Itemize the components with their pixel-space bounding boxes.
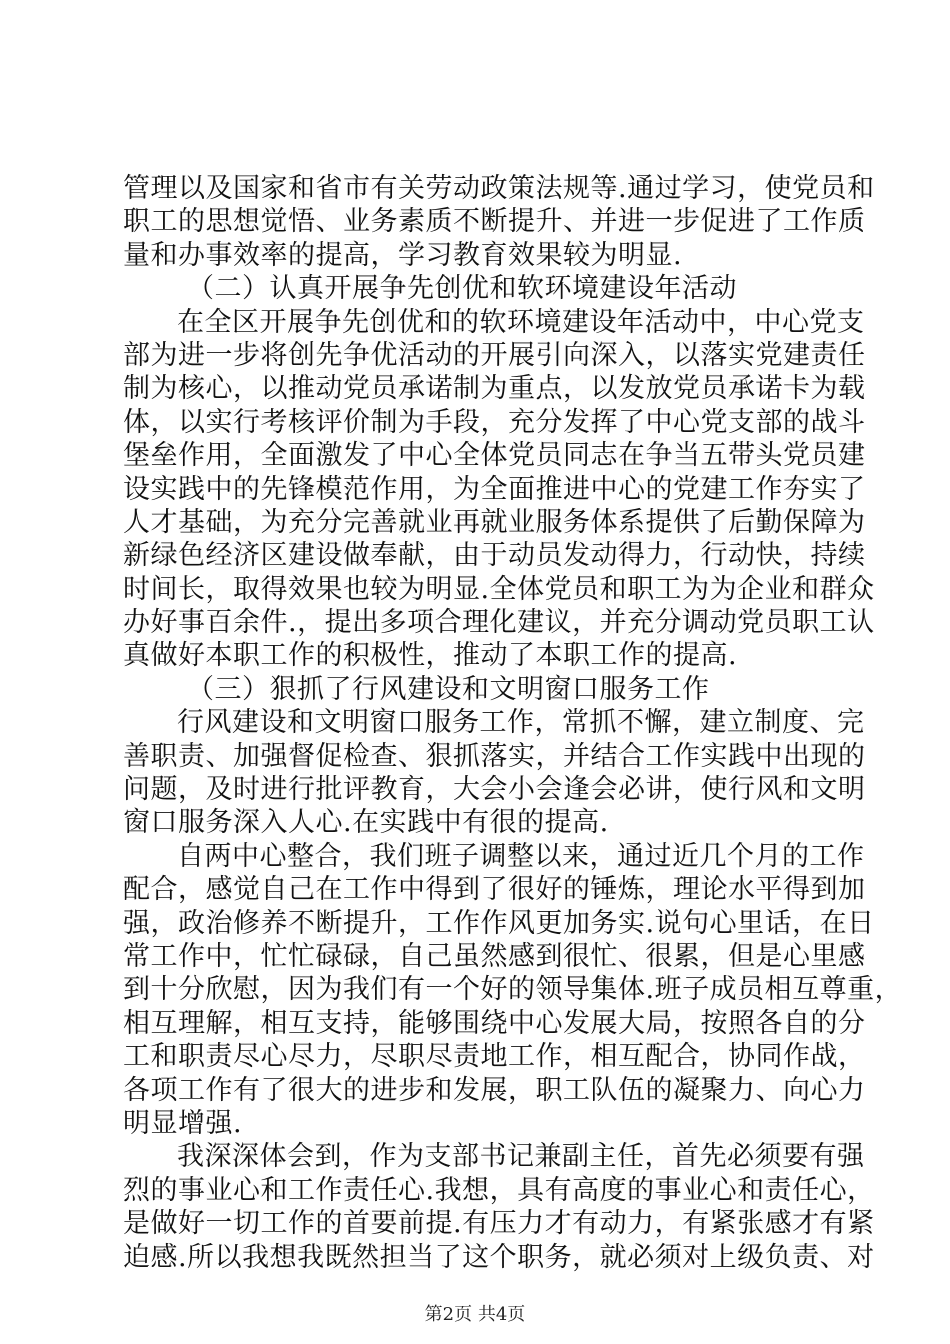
text-line: 真做好本职工作的积极性，推动了本职工作的提高.	[123, 640, 738, 672]
text-line: 行风建设和文明窗口服务工作，常抓不懈，建立制度、完	[177, 707, 865, 739]
text-line: 我深深体会到，作为支部书记兼副主任，首先必须要有强	[177, 1141, 865, 1173]
text-line: 烈的事业心和工作责任心.我想，具有高度的事业心和责任心，	[123, 1174, 875, 1206]
text-line: 在全区开展争先创优和的软环境建设年活动中，中心党支	[177, 306, 865, 338]
text-line: 设实践中的先锋模范作用，为全面推进中心的党建工作夯实了	[123, 473, 866, 505]
text-line: 配合，感觉自己在工作中得到了很好的锤炼，理论水平得到加	[123, 874, 866, 906]
page-number-footer: 第2页 共4页	[424, 1304, 526, 1325]
text-line: 是做好一切工作的首要前提.有压力才有动力，有紧张感才有紧	[123, 1208, 875, 1240]
text-line: 堡垒作用，全面激发了中心全体党员同志在争当五带头党员建	[123, 440, 866, 472]
text-line: 新绿色经济区建设做奉献，由于动员发动得力，行动快，持续	[123, 540, 866, 572]
text-line: 自两中心整合，我们班子调整以来，通过近几个月的工作	[177, 840, 865, 872]
text-line: 体，以实行考核评价制为手段，充分发挥了中心党支部的战斗	[123, 406, 866, 438]
text-line: 工和职责尽心尽力，尽职尽责地工作，相互配合，协同作战，	[123, 1041, 866, 1073]
text-line: 相互理解，相互支持，能够围绕中心发展大局，按照各自的分	[123, 1007, 866, 1039]
text-line: 制为核心，以推动党员承诺制为重点，以发放党员承诺卡为载	[123, 373, 866, 405]
text-line: 各项工作有了很大的进步和发展，职工队伍的凝聚力、向心力	[123, 1074, 866, 1106]
text-line: 明显增强.	[123, 1107, 243, 1139]
text-line: 到十分欣慰，因为我们有一个好的领导集体.班子成员相互尊重，	[123, 974, 903, 1006]
text-line: 问题，及时进行批评教育，大会小会逢会必讲，使行风和文明	[123, 774, 866, 806]
text-line: 部为进一步将创先争优活动的开展引向深入，以落实党建责任	[123, 339, 866, 371]
text-line: 迫感.所以我想我既然担当了这个职务，就必须对上级负责、对	[123, 1241, 875, 1273]
text-line: 量和办事效率的提高，学习教育效果较为明显.	[123, 239, 683, 271]
text-line: 常工作中，忙忙碌碌，自己虽然感到很忙、很累，但是心里感	[123, 940, 866, 972]
text-line: 管理以及国家和省市有关劳动政策法规等.通过学习，使党员和	[123, 173, 875, 204]
text-line: 办好事百余件.，提出多项合理化建议，并充分调动党员职工认	[123, 607, 875, 639]
text-line: 强，政治修养不断提升，工作作风更加务实.说句心里话，在日	[123, 907, 875, 939]
section-heading: （二）认真开展争先创优和软环境建设年活动	[187, 273, 737, 305]
body-text	[123, 172, 903, 1274]
text-line: 窗口服务深入人心.在实践中有很的提高.	[123, 807, 609, 839]
text-line: 职工的思想觉悟、业务素质不断提升、并进一步促进了工作质	[123, 206, 866, 238]
section-heading: （三）狠抓了行风建设和文明窗口服务工作	[187, 673, 710, 705]
text-line: 人才基础，为充分完善就业再就业服务体系提供了后勤保障为	[123, 506, 866, 538]
text-line: 时间长，取得效果也较为明显.全体党员和职工为为企业和群众	[123, 573, 875, 605]
text-line: 善职责、加强督促检查、狠抓落实，并结合工作实践中出现的	[123, 740, 866, 772]
